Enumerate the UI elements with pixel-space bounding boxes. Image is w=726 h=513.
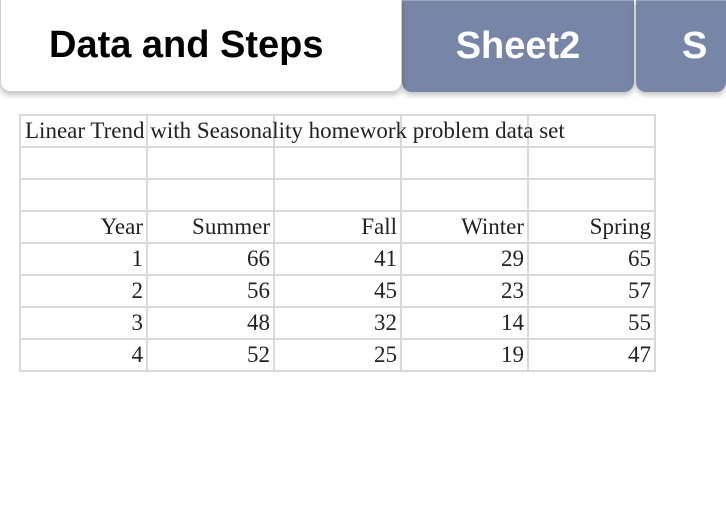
header-fall[interactable]: Fall: [274, 211, 401, 243]
cell-fall[interactable]: 32: [274, 307, 401, 339]
cell-summer[interactable]: 66: [147, 243, 274, 275]
cell-spring[interactable]: 55: [528, 307, 655, 339]
table-row: [20, 179, 655, 211]
cell-summer[interactable]: 52: [147, 339, 274, 371]
cell-empty[interactable]: [401, 147, 528, 179]
cell-year[interactable]: 3: [20, 307, 147, 339]
table-row: [20, 243, 655, 275]
cell-fall[interactable]: 25: [274, 339, 401, 371]
tab-label: S: [682, 25, 708, 67]
tab-data-and-steps[interactable]: [0, 0, 402, 92]
header-winter[interactable]: Winter: [401, 211, 528, 243]
spreadsheet-grid: [19, 114, 656, 372]
table-row: [20, 147, 655, 179]
cell-empty[interactable]: [147, 147, 274, 179]
cell-empty[interactable]: [20, 179, 147, 211]
cell-fall[interactable]: 45: [274, 275, 401, 307]
cell-empty[interactable]: [528, 179, 655, 211]
cell-title[interactable]: [20, 115, 565, 147]
cell-winter[interactable]: 14: [401, 307, 528, 339]
table-row: [20, 307, 655, 339]
cell-empty[interactable]: [274, 179, 401, 211]
cell-empty[interactable]: [528, 147, 655, 179]
header-row: [20, 211, 655, 243]
data-table: [19, 114, 656, 372]
sheet-tab-bar: [0, 0, 708, 96]
cell-summer[interactable]: 56: [147, 275, 274, 307]
cell-year[interactable]: 2: [20, 275, 147, 307]
cell-empty[interactable]: [147, 179, 274, 211]
cell-winter[interactable]: 19: [401, 339, 528, 371]
tab-sheet3-partial[interactable]: [636, 0, 726, 92]
table-row: [20, 115, 655, 147]
cell-summer[interactable]: 48: [147, 307, 274, 339]
table-row: [20, 275, 655, 307]
header-spring[interactable]: Spring: [528, 211, 655, 243]
tab-label: Sheet2: [455, 25, 581, 67]
cell-empty[interactable]: [20, 147, 147, 179]
cell-fall[interactable]: 41: [274, 243, 401, 275]
cell-year[interactable]: 1: [20, 243, 147, 275]
tab-sheet2[interactable]: [402, 0, 634, 92]
table-row: [20, 339, 655, 371]
cell-empty[interactable]: [274, 147, 401, 179]
header-year[interactable]: Year: [20, 211, 147, 243]
cell-spring[interactable]: 47: [528, 339, 655, 371]
cell-empty[interactable]: [401, 179, 528, 211]
cell-winter[interactable]: 23: [401, 275, 528, 307]
header-summer[interactable]: Summer: [147, 211, 274, 243]
cell-spring[interactable]: 57: [528, 275, 655, 307]
cell-spring[interactable]: 65: [528, 243, 655, 275]
sheet-title: Linear Trend with Seasonality homework problem data set: [25, 118, 565, 143]
cell-winter[interactable]: 29: [401, 243, 528, 275]
tab-label: Data and Steps: [49, 24, 324, 66]
cell-year[interactable]: 4: [20, 339, 147, 371]
